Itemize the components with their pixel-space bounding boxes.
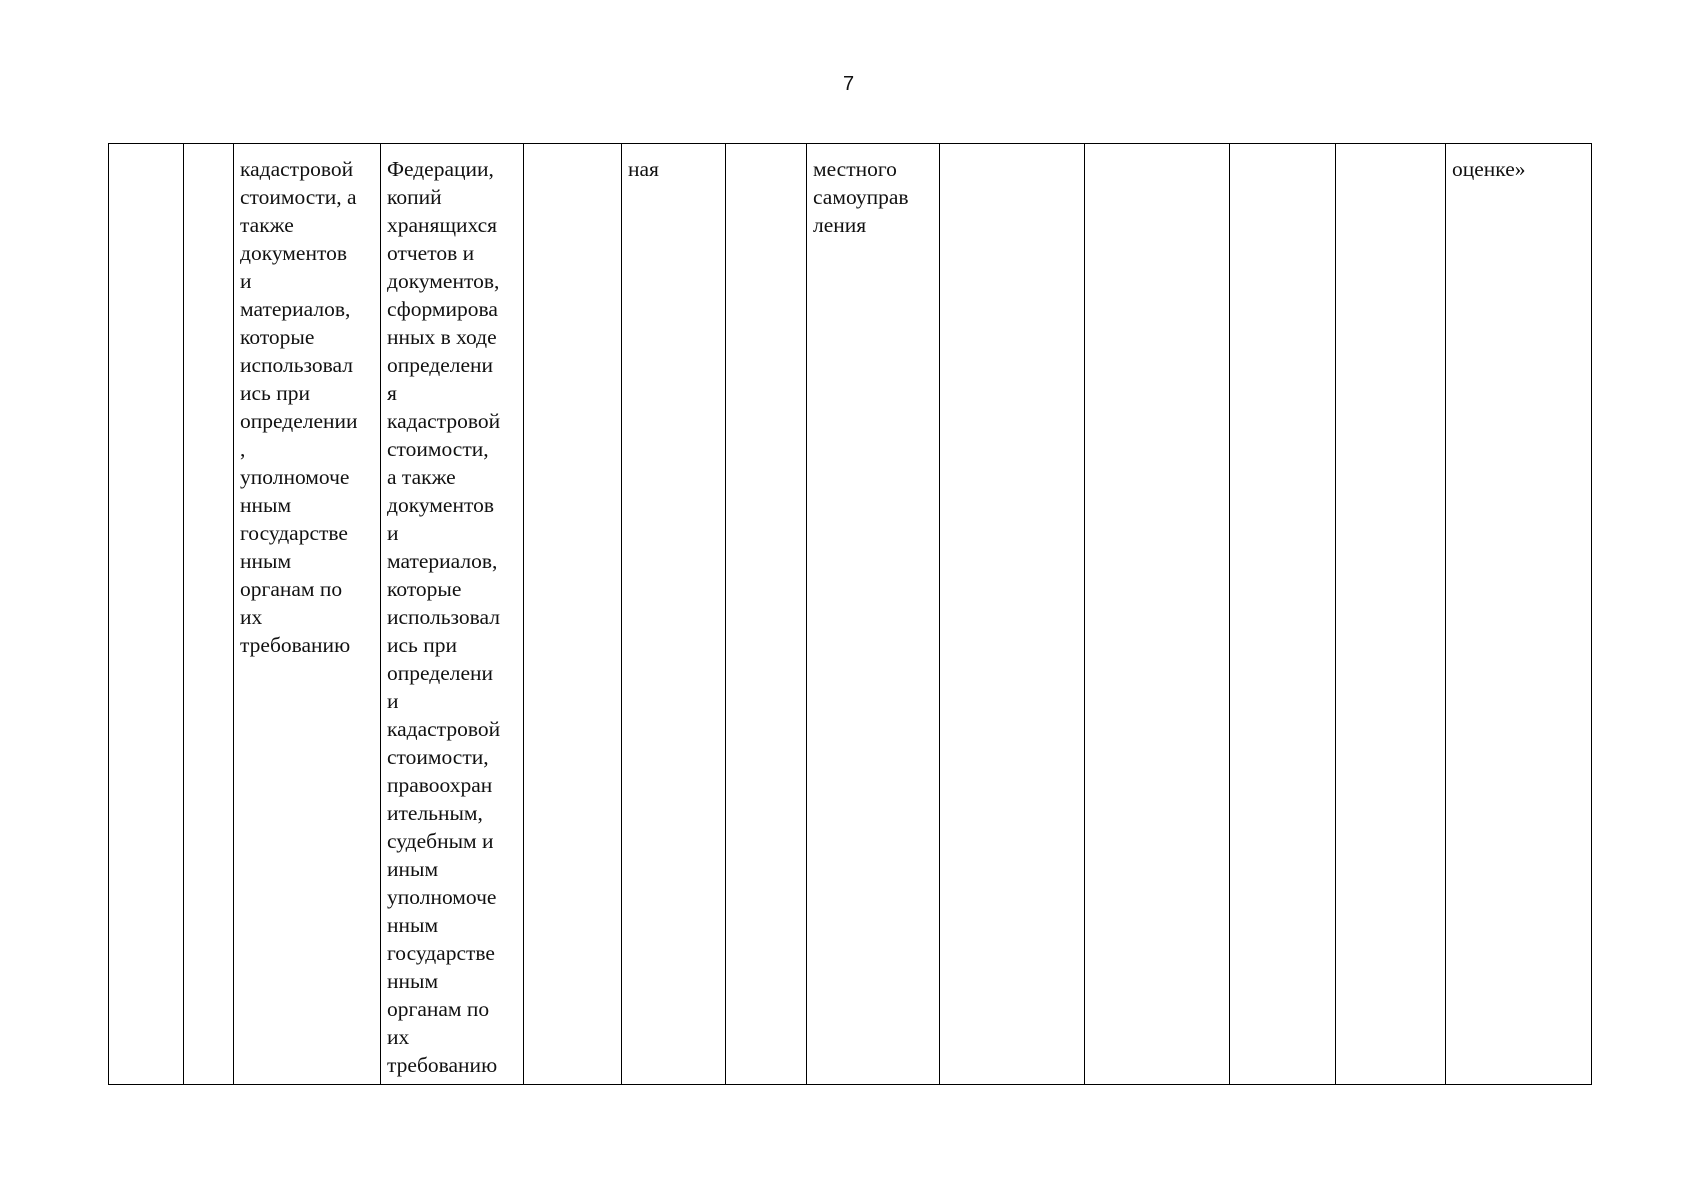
table-cell-5: [524, 144, 622, 1085]
table-cell-1: [109, 144, 184, 1085]
cell-text: Федерации, копий хранящихся отчетов и документов, сформирова нных в ходе определени я кадастровой стоимости, а также документов и материалов, которые использовал ись при определени и кадастровой стоимости, правоохран ительным, судебным и иным уполномоче нным государстве нным органам по их требованию: [387, 157, 501, 1077]
table-cell-7: [726, 144, 807, 1085]
table-cell-13: [1446, 144, 1592, 1085]
table-row: [109, 144, 1592, 1085]
cell-text: ная: [628, 157, 659, 181]
table-cell-6: [622, 144, 726, 1085]
page-number: 7: [842, 73, 855, 95]
document-table: [108, 143, 1592, 1085]
cell-text: оценке»: [1452, 157, 1526, 181]
table-cell-10: [1085, 144, 1230, 1085]
table-cell-12: [1336, 144, 1446, 1085]
cell-text: кадастровой стоимости, а также документов и материалов, которые использовал ись при определении , уполномоче нным государстве нным органам по их требованию: [240, 157, 358, 657]
table-cell-11: [1230, 144, 1336, 1085]
table-cell-8: [807, 144, 940, 1085]
table-cell-4: [381, 144, 524, 1085]
table-cell-3: [234, 144, 381, 1085]
cell-text: местного самоуправ ления: [813, 157, 909, 237]
table-cell-9: [940, 144, 1085, 1085]
table-cell-2: [184, 144, 234, 1085]
